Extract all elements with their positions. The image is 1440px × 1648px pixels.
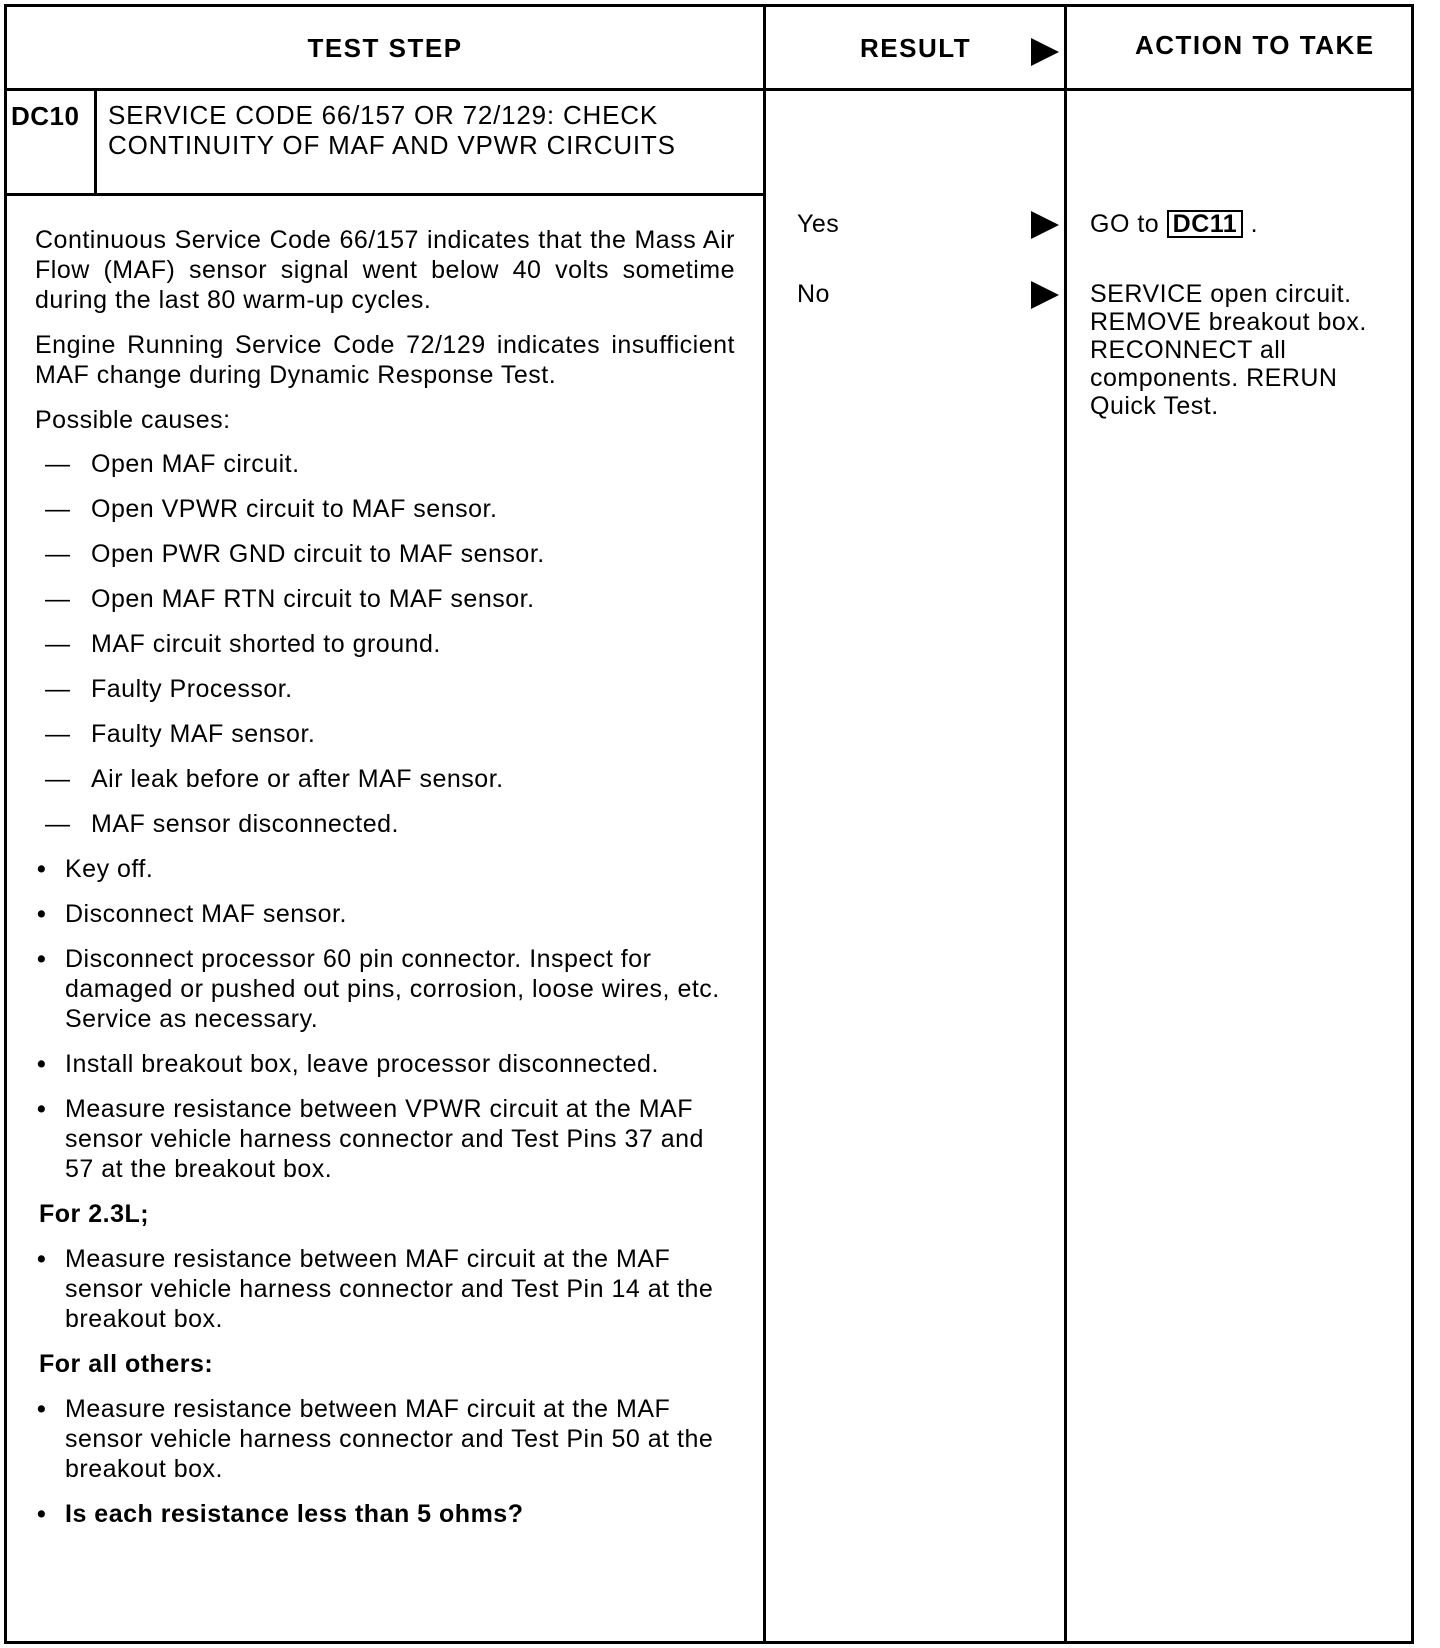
header-arrow-icon xyxy=(1031,38,1059,66)
cause-item: — Open MAF circuit. xyxy=(45,450,300,478)
dash-icon: — xyxy=(45,765,71,793)
bullet-icon: • xyxy=(37,855,47,883)
dash-icon: — xyxy=(45,450,71,478)
procedure-step: • Disconnect MAF sensor. xyxy=(37,900,347,928)
causes-label: Possible causes: xyxy=(35,406,231,434)
cause-item: — MAF sensor disconnected. xyxy=(45,810,399,838)
cause-item: — Faulty MAF sensor. xyxy=(45,720,316,748)
bullet-icon: • xyxy=(37,1500,47,1528)
dash-icon: — xyxy=(45,540,71,568)
cause-item: — Faulty Processor. xyxy=(45,675,293,703)
procedure-step: • Disconnect processor 60 pin connector. Inspect for damaged or pushed out pins, corrosion, loose wires, etc. Service as necessary. xyxy=(37,945,720,1033)
bullet-icon: • xyxy=(37,1050,47,1078)
step-title: SERVICE CODE 66/157 OR 72/129: CHECK CONTINUITY OF MAF AND VPWR CIRCUITS xyxy=(108,100,676,160)
result-no: No xyxy=(797,280,830,308)
bullet-icon: • xyxy=(37,1095,47,1123)
cause-item: — Open VPWR circuit to MAF sensor. xyxy=(45,495,498,523)
action-yes: GO to DC11 . xyxy=(1090,210,1259,238)
bullet-icon: • xyxy=(37,945,47,973)
subhead-2-3l: For 2.3L; xyxy=(39,1200,150,1228)
dash-icon: — xyxy=(45,720,71,748)
header-result: RESULT xyxy=(860,32,972,63)
bullet-icon: • xyxy=(37,1245,47,1273)
cause-item: — MAF circuit shorted to ground. xyxy=(45,630,441,658)
bullet-icon: • xyxy=(37,900,47,928)
procedure-step: • Measure resistance between MAF circuit at the MAF sensor vehicle harness connector and Test Pin 14 at the breakout box. xyxy=(37,1245,714,1333)
cause-item: — Open MAF RTN circuit to MAF sensor. xyxy=(45,585,535,613)
procedure-step: • Measure resistance between MAF circuit at the MAF sensor vehicle harness connector and Test Pin 50 at the breakout box. xyxy=(37,1395,714,1483)
dash-icon: — xyxy=(45,675,71,703)
procedure-step: • Key off. xyxy=(37,855,154,883)
step-title-divider xyxy=(7,193,763,196)
subhead-all-others: For all others: xyxy=(39,1350,214,1378)
column-divider-action xyxy=(1064,7,1067,1641)
header-test-step: TEST STEP xyxy=(307,32,463,63)
cause-item: — Open PWR GND circuit to MAF sensor. xyxy=(45,540,545,568)
question-step: • Is each resistance less than 5 ohms? xyxy=(37,1500,524,1528)
result-yes-arrow-icon xyxy=(1031,211,1059,239)
result-yes: Yes xyxy=(797,210,840,238)
test-step-table xyxy=(4,4,1414,1644)
procedure-step: • Install breakout box, leave processor disconnected. xyxy=(37,1050,659,1078)
dash-icon: — xyxy=(45,630,71,658)
dash-icon: — xyxy=(45,585,71,613)
step-id-divider xyxy=(94,88,97,196)
step-reference-dc11[interactable]: DC11 xyxy=(1167,210,1244,238)
description-paragraph: Continuous Service Code 66/157 indicates that the Mass Air Flow (MAF) sensor signal went below 40 volts sometime during the last 80 warm-up cycles. xyxy=(35,226,735,314)
description-paragraph: Engine Running Service Code 72/129 indicates insufficient MAF change during Dynamic Response Test. xyxy=(35,331,735,389)
dash-icon: — xyxy=(45,810,71,838)
cause-item: — Air leak before or after MAF sensor. xyxy=(45,765,504,793)
step-id: DC10 xyxy=(11,101,80,131)
test-step-body xyxy=(35,225,735,1544)
action-no: SERVICE open circuit. REMOVE breakout box. RECONNECT all components. RERUN Quick Test. xyxy=(1090,280,1367,420)
result-no-arrow-icon xyxy=(1031,281,1059,309)
column-divider-result xyxy=(763,7,766,1641)
bullet-icon: • xyxy=(37,1395,47,1423)
procedure-step: • Measure resistance between VPWR circuit at the MAF sensor vehicle harness connector and Test Pins 37 and 57 at the breakout box. xyxy=(37,1095,704,1183)
header-action: ACTION TO TAKE xyxy=(1135,29,1375,60)
dash-icon: — xyxy=(45,495,71,523)
